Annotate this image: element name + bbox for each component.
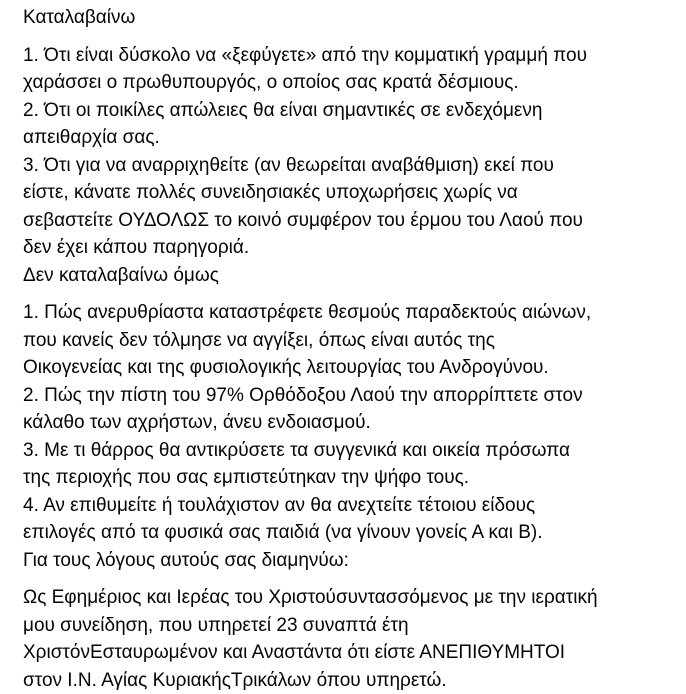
paragraph-gap [23, 289, 683, 299]
text-line: δεν έχει κάπου παρηγοριά. [23, 234, 683, 262]
text-line: 1. Ότι είναι δύσκολο να «ξεφύγετε» από την κομματική γραμμή που [23, 42, 683, 70]
paragraph-declaration [23, 584, 683, 694]
heading-understand: Καταλαβαίνω [23, 4, 683, 32]
paragraph-understand-list [23, 42, 683, 290]
post-body [23, 0, 683, 694]
text-line: 3. Με τι θάρρος θα αντικρύσετε τα συγγενικά και οικεία πρόσωπα [23, 437, 683, 465]
text-line: σεβαστείτε ΟΥΔΟΛΩΣ το κοινό συμφέρον του έρμου του Λαού που [23, 207, 683, 235]
paragraph-dont-understand-list [23, 299, 683, 574]
text-line: Οικογενείας και της φυσιολογικής λειτουργίας του Ανδρογύνου. [23, 354, 683, 382]
text-line: Για τους λόγους αυτούς σας διαμηνύω: [23, 547, 683, 575]
text-line: που κανείς δεν τόλμησε να αγγίξει, όπως είναι αυτός της [23, 327, 683, 355]
text-line: χαράσσει ο πρωθυπουργός, ο οποίος σας κρατά δέσμιους. [23, 69, 683, 97]
heading-dont-understand: Δεν καταλαβαίνω όμως [23, 262, 683, 290]
text-line: μου συνείδηση, που υπηρετεί 23 συναπτά έτη [23, 612, 683, 640]
text-line: της περιοχής που σας εμπιστεύτηκαν την ψήφο τους. [23, 464, 683, 492]
paragraph-gap [23, 32, 683, 42]
text-line: επιλογές από τα φυσικά σας παιδιά (να γίνουν γονείς Α και Β). [23, 519, 683, 547]
text-line: 2. Πώς την πίστη του 97% Ορθόδοξου Λαού την απορρίπτετε στον [23, 382, 683, 410]
text-line: Ως Εφημέριος και Ιερέας του Χριστούσυντασσόμενος με την ιερατική [23, 584, 683, 612]
text-line: στον Ι.Ν. Αγίας ΚυριακήςΤρικάλων όπου υπηρετώ. [23, 667, 683, 694]
text-line: 2. Ότι οι ποικίλες απώλειες θα είναι σημαντικές σε ενδεχόμενη [23, 97, 683, 125]
text-line: 4. Αν επιθυμείτε ή τουλάχιστον αν θα ανεχτείτε τέτοιου είδους [23, 492, 683, 520]
paragraph-gap [23, 574, 683, 584]
text-line: ΧριστόνΕσταυρωμένον και Αναστάντα ότι είστε ΑΝΕΠΙΘΥΜΗΤΟΙ [23, 639, 683, 667]
text-line: είστε, κάνατε πολλές συνειδησιακές υποχωρήσεις χωρίς να [23, 179, 683, 207]
text-line: απειθαρχία σας. [23, 124, 683, 152]
text-line: 3. Ότι για να αναρριχηθείτε (αν θεωρείται αναβάθμιση) εκεί που [23, 152, 683, 180]
text-line: κάλαθο των αχρήστων, άνευ ενδοιασμού. [23, 409, 683, 437]
text-line: 1. Πώς ανερυθρίαστα καταστρέφετε θεσμούς παραδεκτούς αιώνων, [23, 299, 683, 327]
